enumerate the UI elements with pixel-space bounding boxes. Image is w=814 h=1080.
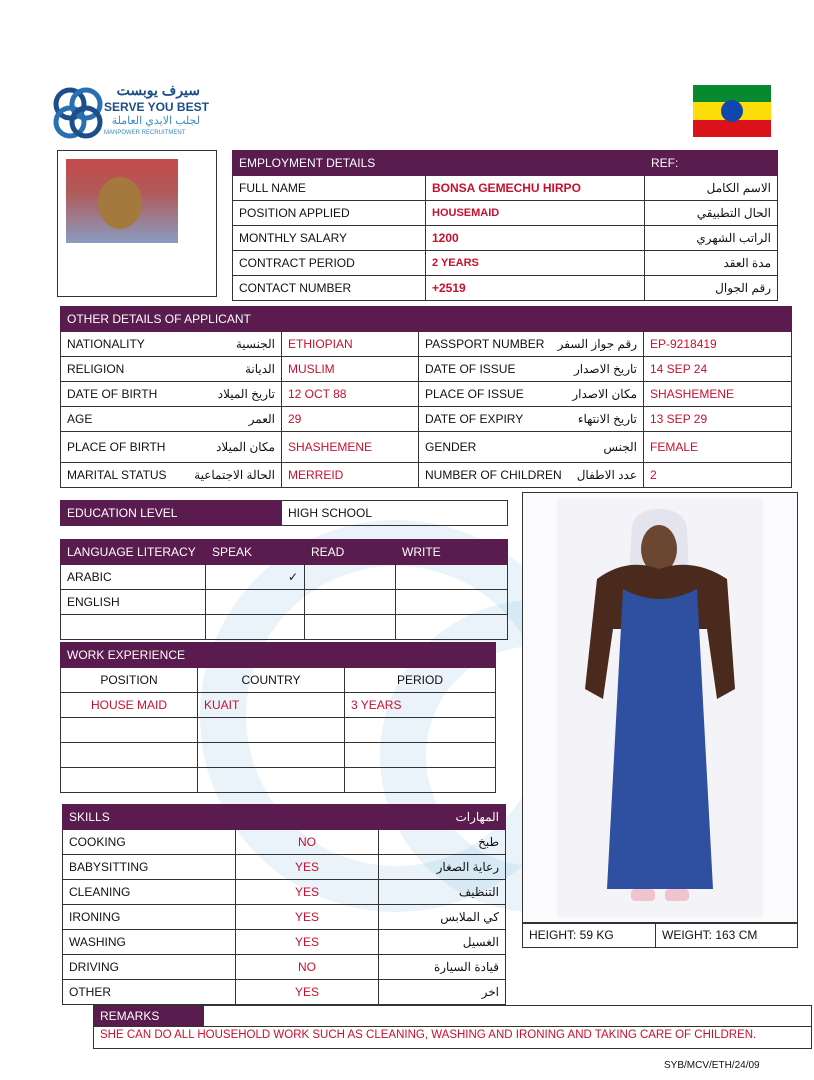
label-ar: تاريخ الاصدار [573,362,637,376]
skill-row [63,955,506,980]
value: SHASHEMENE [644,382,792,407]
emp-row [233,251,778,276]
emp-value: HOUSEMAID [426,201,645,226]
skill-name: WASHING [63,930,236,955]
skill-name: IRONING [63,905,236,930]
other-row [61,382,792,407]
label: DATE OF EXPIRY [425,412,524,426]
skill-row [63,980,506,1005]
ethiopia-flag [693,85,771,137]
value: 12 OCT 88 [282,382,419,407]
document-code: SYB/MCV/ETH/24/09 [664,1060,760,1071]
value: FEMALE [644,432,792,463]
emp-value: 2 YEARS [426,251,645,276]
skill-name: COOKING [63,830,236,855]
value: 2 [644,463,792,488]
emp-value: BONSA GEMECHU HIRPO [426,176,645,201]
person-figure [557,499,763,917]
other-row [61,463,792,488]
language-table [60,539,508,640]
value: MUSLIM [282,357,419,382]
label-ar: تاريخ الانتهاء [577,412,637,426]
skills-title-ar: المهارات [379,805,506,830]
label: PASSPORT NUMBER [425,337,545,351]
lang-read [305,565,396,590]
company-arabic-name: سيرف يوبست [116,82,200,98]
label-ar: العمر [248,412,275,426]
measurements-table [522,922,798,948]
full-body-photo [557,499,763,917]
label-ar: الجنس [603,440,637,454]
skill-value: YES [236,880,379,905]
education-value: HIGH SCHOOL [282,501,508,526]
flag-emblem-icon [721,100,743,122]
label: MARITAL STATUS [67,468,167,482]
employment-table [232,150,778,301]
emp-label: CONTACT NUMBER [233,276,426,301]
lang-header: READ [305,540,396,565]
emp-value: 1200 [426,226,645,251]
work-table [60,642,496,793]
company-arabic-sub: لجلب الايدي العاملة [111,115,200,127]
lang-write [396,565,508,590]
emp-label: POSITION APPLIED [233,201,426,226]
height-value: HEIGHT: 59 KG [523,923,656,948]
emp-row [233,276,778,301]
value: 13 SEP 29 [644,407,792,432]
emp-row [233,201,778,226]
label-ar: مكان الاصدار [572,387,637,401]
label: NATIONALITY [67,337,145,351]
label-ar: الحالة الاجتماعية [194,468,275,482]
lang-speak: ✓ [206,565,305,590]
work-country: KUAIT [198,693,345,718]
lang-name: ARABIC [61,565,206,590]
other-row [61,357,792,382]
employment-title: EMPLOYMENT DETAILS [233,151,645,176]
skill-row [63,930,506,955]
value: SHASHEMENE [282,432,419,463]
emp-row [233,176,778,201]
skill-row [63,830,506,855]
remarks-text: SHE CAN DO ALL HOUSEHOLD WORK SUCH AS CLEANING, WASHING AND IRONING AND TAKING CARE OF CHILDREN. [100,1029,757,1041]
company-name: SERVE YOU BEST [104,100,209,114]
passport-photo-frame [57,150,217,297]
label: AGE [67,412,93,426]
label-ar: عدد الاطفال [576,468,637,482]
logo-knot-icon [52,84,104,142]
skill-row [63,905,506,930]
emp-label-ar: رقم الجوال [645,276,778,301]
other-details-title: OTHER DETAILS OF APPLICANT [61,307,419,332]
skill-name-ar: الغسيل [379,930,506,955]
label: PLACE OF ISSUE [425,387,524,401]
skills-title: SKILLS [63,805,379,830]
skill-row [63,855,506,880]
label: RELIGION [67,362,125,376]
work-header: PERIOD [345,668,496,693]
value: 29 [282,407,419,432]
label-ar: مكان الميلاد [216,440,275,454]
label-ar: رقم جواز السفر [557,337,637,351]
skill-name-ar: اخر [379,980,506,1005]
skill-value: NO [236,830,379,855]
emp-value: +2519 [426,276,645,301]
skill-name: DRIVING [63,955,236,980]
lang-row [61,590,508,615]
emp-label-ar: الحال التطبيقي [645,201,778,226]
ref-label: REF: [645,151,778,176]
other-row [61,407,792,432]
other-row [61,332,792,357]
work-row-empty [61,768,496,793]
label: GENDER [425,440,477,454]
label: NUMBER OF CHILDREN [425,468,562,482]
passport-photo [66,159,178,243]
emp-row [233,226,778,251]
weight-value: WEIGHT: 163 CM [656,923,798,948]
work-row-empty [61,718,496,743]
lang-header: SPEAK [206,540,305,565]
work-row-empty [61,743,496,768]
value: 14 SEP 24 [644,357,792,382]
label-ar: الجنسية [235,337,275,351]
work-period: 3 YEARS [345,693,496,718]
value: EP-9218419 [644,332,792,357]
work-position: HOUSE MAID [61,693,198,718]
education-table [60,500,508,526]
remarks-box [93,1005,812,1049]
emp-label: FULL NAME [233,176,426,201]
skill-name-ar: قيادة السيارة [379,955,506,980]
lang-row-empty [61,615,508,640]
work-row [61,693,496,718]
emp-label: CONTRACT PERIOD [233,251,426,276]
label-ar: الديانة [244,362,275,376]
skills-table [62,804,506,1005]
skill-name-ar: رعاية الصغار [379,855,506,880]
skill-name: OTHER [63,980,236,1005]
skill-value: NO [236,955,379,980]
skill-name: CLEANING [63,880,236,905]
label-ar: تاريخ الميلاد [217,387,275,401]
emp-label: MONTHLY SALARY [233,226,426,251]
full-body-photo-frame [522,492,798,924]
work-header: POSITION [61,668,198,693]
education-label: EDUCATION LEVEL [61,501,282,526]
skill-value: YES [236,980,379,1005]
value: MERREID [282,463,419,488]
company-sub: MANPOWER RECRUITMENT [104,130,186,136]
skill-value: YES [236,855,379,880]
company-logo [52,82,212,144]
skill-value: YES [236,905,379,930]
label: PLACE OF BIRTH [67,440,166,454]
skill-row [63,880,506,905]
label: DATE OF BIRTH [67,387,158,401]
other-row [61,432,792,463]
lang-write [396,590,508,615]
lang-name: ENGLISH [61,590,206,615]
value: ETHIOPIAN [282,332,419,357]
other-details-table [60,306,792,488]
work-title: WORK EXPERIENCE [61,643,345,668]
emp-label-ar: مدة العقد [645,251,778,276]
skill-name-ar: طبخ [379,830,506,855]
skill-name-ar: التنظيف [379,880,506,905]
emp-label-ar: الراتب الشهري [645,226,778,251]
skill-name: BABYSITTING [63,855,236,880]
emp-label-ar: الاسم الكامل [645,176,778,201]
lang-speak [206,590,305,615]
lang-row [61,565,508,590]
label: DATE OF ISSUE [425,362,516,376]
remarks-title: REMARKS [94,1006,204,1026]
lang-header: WRITE [396,540,508,565]
lang-read [305,590,396,615]
work-header: COUNTRY [198,668,345,693]
skill-value: YES [236,930,379,955]
skill-name-ar: كي الملابس [379,905,506,930]
lang-header: LANGUAGE LITERACY [61,540,206,565]
